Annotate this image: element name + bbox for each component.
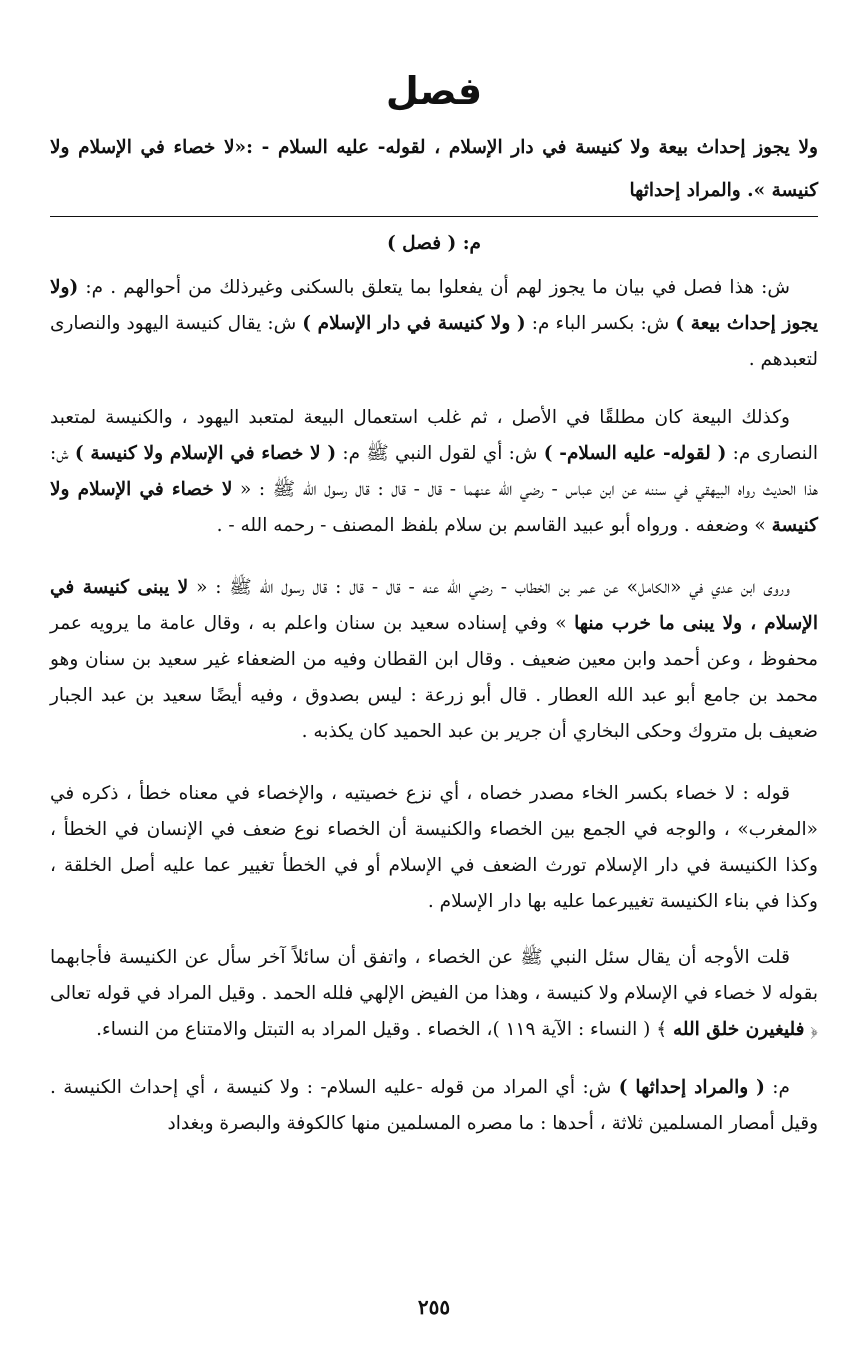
quoted-text: لا يبنى كنيسة في الإسلام ، ولا يبنى ما خرب منها xyxy=(50,577,818,634)
paragraph xyxy=(50,570,818,750)
commentary-body xyxy=(50,270,818,1166)
main-text-matn: ولا يجوز إحداث بيعة ولا كنيسة في دار الإسلام ، لقوله- عليه السلام - :«لا خصاء في الإسلام ولا كنيسة ». والمراد إحداثها xyxy=(50,137,818,201)
paragraph xyxy=(50,400,818,544)
paragraph xyxy=(50,1070,818,1142)
text-run: ش: هذا الحديث رواه البيهقي في سننه عن ابن عباس - رضي الله عنهما - قال - قال : قال رسول الله ﷺ : « xyxy=(50,443,818,500)
section-title: فصل xyxy=(385,69,483,113)
quoted-text: ( ولا كنيسة في دار الإسلام ) xyxy=(302,313,526,334)
text-run: وروى ابن عدي في «الكامل» عن عمر بن الخطاب - رضي الله عنه - قال - قال : قال رسول الله ﷺ : « xyxy=(188,577,790,598)
quoted-text: فليغيرن خلق الله xyxy=(672,1019,805,1040)
text-run: وكذلك البيعة كان مطلقًا في الأصل ، ثم غلب استعمال البيعة لمتعبد اليهود ، والكنيسة لمتعبد النصارى م: xyxy=(50,407,818,464)
paragraph xyxy=(50,776,818,920)
text-run: » وفي إسناده سعيد بن سنان واعلم به ، وقال عامة ما يرويه عمر محفوظ ، وعن أحمد وابن معين ضعيف . وقال ابن القطان وفيه من الضعفاء غير سعيد بن سنان وهو محمد بن جامع أبو عبد الله العطار . قال أبو زرعة : ليس بصدوق ، وفيه أيضًا سعيد بن عبد الجبار ضعيف بل متروك وحكى البخاري أن جرير بن عبد الحميد كان يكذبه . xyxy=(50,613,818,742)
document-page xyxy=(50,0,818,1372)
quoted-text: (ولا يجوز إحداث بيعة ) xyxy=(50,277,818,334)
quoted-text: ( لقوله- عليه السلام- ) xyxy=(543,443,727,464)
text-run: م: xyxy=(764,1077,790,1098)
text-run: ش: يقال كنيسة اليهود والنصارى لتعبدهم . xyxy=(50,313,818,370)
commentary-subheading: م: ( فصل ) xyxy=(386,233,481,254)
text-run: قوله : لا خصاء بكسر الخاء مصدر خصاه ، أي نزع خصيتيه ، والإخصاء في معناه خطأ ، ذكره في «المغرب» ، والوجه في الجمع بين الخصاء والكنيسة أن الخصاء نوع ضعف في الإنسان في الخطأ ، وكذا الكنيسة في دار الإسلام تورث الضعف في الإسلام أو في الخطأ تغيير عما عليه أصل الخلقة ، وكذا في بناء الكنيسة تغييرعما عليه بها دار الإسلام . xyxy=(50,783,818,912)
text-run: ﴾ ( النساء : الآية ١١٩ )، الخصاء . وقيل المراد به التبتل والامتناع من النساء. xyxy=(96,1019,673,1040)
quoted-text: ( لا خصاء في الإسلام ولا كنيسة ) xyxy=(74,443,337,464)
quoted-text: ( والمراد إحداثها ) xyxy=(618,1077,765,1098)
text-run: ش: أي لقول النبي ﷺ م: xyxy=(336,443,544,464)
text-run: ش: أي المراد من قوله -عليه السلام- : ولا كنيسة ، أي إحداث الكنيسة . وقيل أمصار المسلمين ثلاثة ، أحدها : ما مصره المسلمين منها كالكوفة والبصرة وبغداد xyxy=(50,1077,818,1134)
text-run: » وضعفه . ورواه أبو عبيد القاسم بن سلام بلفظ المصنف - رحمه الله - . xyxy=(216,515,772,536)
text-run: ش: هذا فصل في بيان ما يجوز لهم أن يفعلوا بما يتعلق بالسكنى وغيرذلك من أحوالهم . م: xyxy=(78,277,790,298)
paragraph xyxy=(50,270,818,378)
paragraph xyxy=(50,940,818,1048)
quoted-text: لا خصاء في الإسلام ولا كنيسة xyxy=(50,479,818,536)
divider-line xyxy=(50,216,818,217)
text-run: ش: بكسر الباء م: xyxy=(525,313,676,334)
text-run: قلت الأوجه أن يقال سئل النبي ﷺ عن الخصاء ، واتفق أن سائلاً آخر سأل عن الكنيسة فأجابهما بقوله لا خصاء في الإسلام ولا كنيسة ، وهذا من الفيض الإلهي فلله الحمد . وقيل المراد في قوله تعالى ﴿ xyxy=(50,947,818,1040)
page-number: ٢٥٥ xyxy=(417,1295,451,1319)
